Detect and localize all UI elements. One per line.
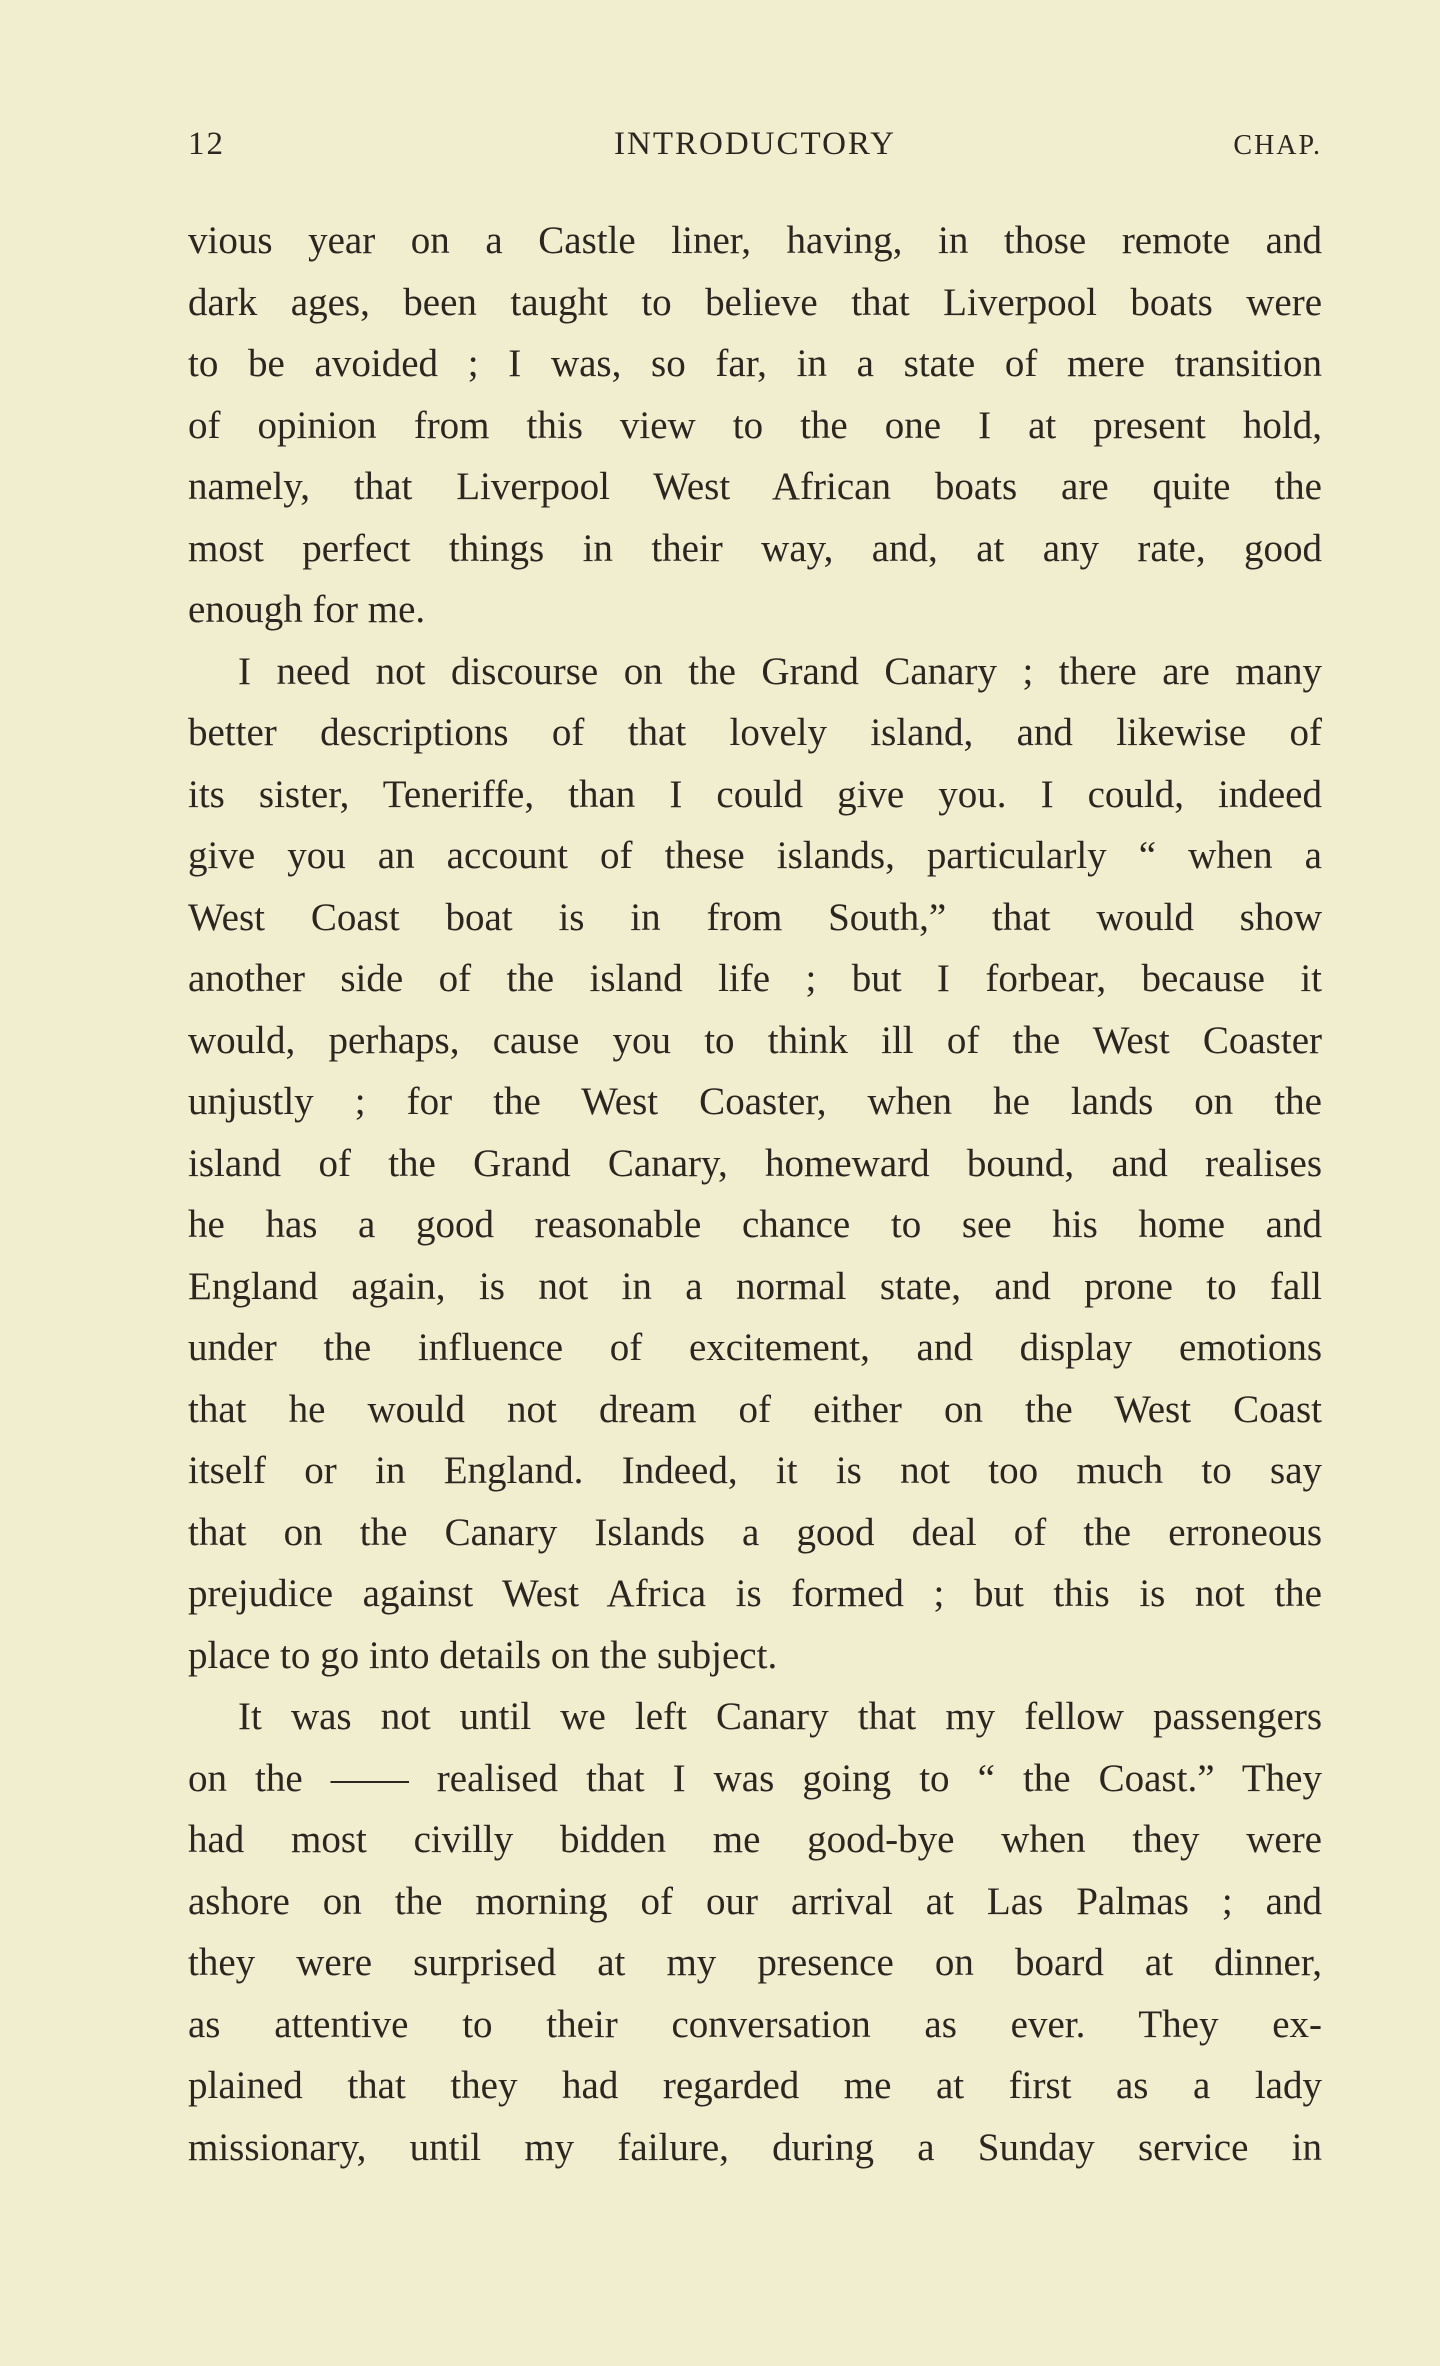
text-line: itself or in England. Indeed, it is not too much to say bbox=[188, 1449, 1322, 1492]
text-line: place to go into details on the subject. bbox=[188, 1633, 778, 1677]
text-line: on the —— realised that I was going to “ the Coast.” They bbox=[188, 1756, 1322, 1800]
text-line: It was not until we left Canary that my fellow passengers bbox=[238, 1695, 1322, 1738]
page-number: 12 bbox=[188, 126, 225, 162]
text-line: to be avoided ; I was, so far, in a state of mere transition bbox=[188, 342, 1322, 385]
text-line: under the influence of excitement, and display emotions bbox=[188, 1326, 1322, 1369]
text-line: England again, is not in a normal state, and prone to fall bbox=[188, 1264, 1322, 1308]
body-text bbox=[188, 210, 1322, 2178]
running-head bbox=[188, 126, 1322, 176]
text-line: that on the Canary Islands a good deal of the erroneous bbox=[188, 1510, 1322, 1554]
text-line: would, perhaps, cause you to think ill of the West Coaster bbox=[188, 1018, 1322, 1062]
text-line: dark ages, been taught to believe that Liverpool boats were bbox=[188, 280, 1322, 324]
text-line: another side of the island life ; but I forbear, because it bbox=[188, 957, 1322, 1000]
text-line: plained that they had regarded me at first as a lady bbox=[188, 2064, 1322, 2107]
chapter-label: CHAP. bbox=[1233, 130, 1322, 161]
text-line: better descriptions of that lovely island, and likewise of bbox=[188, 711, 1322, 754]
text-line: namely, that Liverpool West African boats are quite the bbox=[188, 465, 1322, 508]
text-line: had most civilly bidden me good-bye when they were bbox=[188, 1818, 1322, 1861]
text-line: of opinion from this view to the one I at present hold, bbox=[188, 403, 1322, 447]
text-line: prejudice against West Africa is formed ; but this is not the bbox=[188, 1572, 1322, 1615]
running-title: INTRODUCTORY bbox=[614, 126, 896, 162]
text-line: island of the Grand Canary, homeward bound, and realises bbox=[188, 1141, 1322, 1185]
text-line: vious year on a Castle liner, having, in those remote and bbox=[188, 219, 1322, 262]
text-line: ashore on the morning of our arrival at Las Palmas ; and bbox=[188, 1879, 1322, 1923]
text-line: that he would not dream of either on the West Coast bbox=[188, 1387, 1322, 1431]
text-line: as attentive to their conversation as ever. They ex- bbox=[188, 2002, 1322, 2046]
text-line: they were surprised at my presence on board at dinner, bbox=[188, 1941, 1322, 1984]
text-line: enough for me. bbox=[188, 588, 426, 631]
text-line: West Coast boat is in from South,” that would show bbox=[188, 895, 1322, 939]
text-line: its sister, Teneriffe, than I could give you. I could, indeed bbox=[188, 772, 1322, 816]
text-line: missionary, until my failure, during a Sunday service in bbox=[188, 2125, 1322, 2169]
text-line: unjustly ; for the West Coaster, when he lands on the bbox=[188, 1080, 1322, 1123]
text-line: I need not discourse on the Grand Canary ; there are many bbox=[238, 649, 1322, 693]
text-line: he has a good reasonable chance to see his home and bbox=[188, 1203, 1322, 1246]
text-line: most perfect things in their way, and, at any rate, good bbox=[188, 526, 1322, 570]
text-line: give you an account of these islands, particularly “ when a bbox=[188, 834, 1322, 877]
